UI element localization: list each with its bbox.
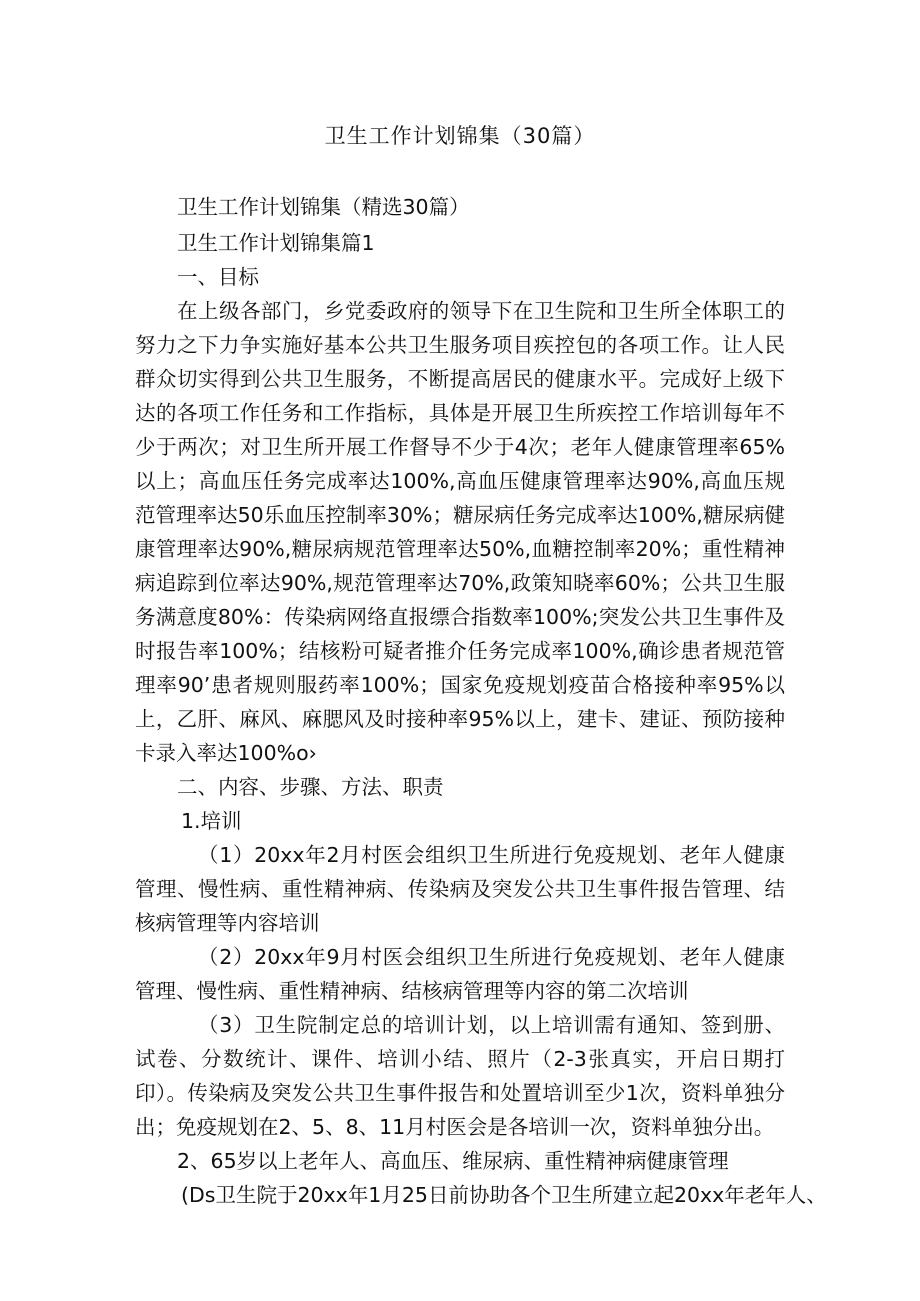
- item1-heading: 1.培训: [181, 809, 242, 833]
- heading-goal: 一、目标: [177, 265, 259, 289]
- document-body: [135, 190, 827, 1212]
- document-title: 卫生工作计划锦集（30篇）: [324, 124, 596, 148]
- document-subtitle: 卫生工作计划锦集（精选30篇）: [177, 195, 470, 219]
- item1-paragraph-2: （2）20xx年9月村医会组织卫生所进行免疫规划、老年人健康管理、慢性病、重性精神病、结核病管理等内容的第二次培训: [135, 945, 785, 1003]
- section-title: 卫生工作计划锦集篇1: [177, 231, 375, 255]
- item1-paragraph-1: （1）20xx年2月村医会组织卫生所进行免疫规划、老年人健康管理、慢性病、重性精神病、传染病及突发公共卫生事件报告管理、结核病管理等内容培训: [135, 843, 785, 935]
- heading-content: 二、内容、步骤、方法、职责: [177, 775, 444, 799]
- item2-paragraph-1: (Ds卫生院于20xx年1月25日前协助各个卫生所建立起20xx年老年人、: [181, 1183, 827, 1207]
- item2-heading: 2、65岁以上老年人、高血压、维尿病、重性精神病健康管理: [177, 1149, 729, 1173]
- item1-paragraph-3: （3）卫生院制定总的培训计划，以上培训需有通知、签到册、试卷、分数统计、课件、培训小结、照片（2-3张真实，开启日期打印）。传染病及突发公共卫生事件报告和处置培训至少1次，资料单独分出；免疫规划在2、5、8、11月村医会是各培训一次，资料单独分出。: [135, 1013, 785, 1139]
- goal-paragraph: 在上级各部门，乡党委政府的领导下在卫生院和卫生所全体职工的努力之下力争实施好基本公共卫生服务项目疾控包的各项工作。让人民群众切实得到公共卫生服务，不断提高居民的健康水平。完成好上级下达的各项工作任务和工作指标，具体是开展卫生所疾控工作培训每年不少于两次；对卫生所开展工作督导不少于4次；老年人健康管理率65%以上；高血压任务完成率达100%,高血压健康管理率达90%,高血压规范管理率达50乐血压控制率30%；糖尿病任务完成率达100%,糖尿病健康管理率达90%,糖尿病规范管理率达50%,血糖控制率20%；重性精神病追踪到位率达90%,规范管理率达70%,政策知晓率60%；公共卫生服务满意度80%：传染病网络直报缥合指数率100%;突发公共卫生事件及时报告率100%；结核粉可疑者推介任务完成率100%,确诊患者规范管理率90’患者规则服药率100%；国家免疫规划疫苗合格接种率95%以上，乙肝、麻风、麻腮风及时接种率95%以上，建卡、建证、预防接种卡录入率达100%o›: [135, 299, 785, 765]
